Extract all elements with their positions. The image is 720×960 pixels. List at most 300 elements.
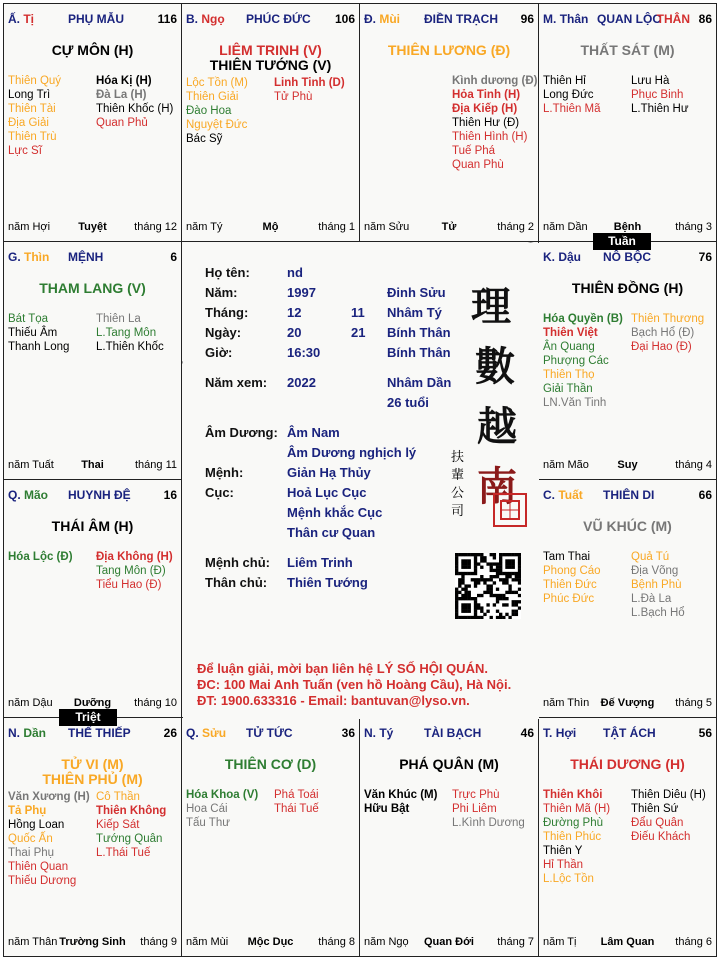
small-calli-3: 公 (451, 486, 465, 501)
palace-chi: Thân (559, 12, 589, 26)
footer-stage: Lâm Quan (600, 936, 655, 948)
minor-star: Ân Quang (543, 341, 595, 353)
contact-line-1: Để luận giải, mời bạn liên hệ LÝ SỐ HỘI QUÁN. (197, 661, 488, 676)
minor-stars-right (96, 550, 173, 592)
minor-star: Thiên Thương (631, 313, 705, 325)
palace-position (8, 12, 34, 26)
palace-can: K. (543, 250, 555, 264)
footer-month: tháng 9 (140, 936, 177, 948)
main-star: THẤT SÁT (M) (580, 42, 675, 58)
palace-position (364, 12, 400, 26)
small-calli-4: 司 (451, 504, 465, 519)
minor-star: Thiếu Dương (8, 875, 77, 887)
footer-year: năm Thìn (543, 697, 590, 709)
am-duong-label: Âm Dương: (205, 425, 278, 440)
year-label: Năm: (205, 285, 238, 300)
minor-star: Hoa Cái (186, 803, 228, 815)
palace-chi: Ngọ (201, 12, 225, 26)
day-lunar-num: 21 (351, 325, 366, 340)
palace-cell-mui[interactable] (359, 3, 539, 242)
minor-star: Nguyệt Đức (186, 119, 248, 131)
minor-star: Thiên Y (543, 845, 583, 857)
minor-star: Linh Tinh (D) (274, 77, 345, 89)
minor-star: Địa Giải (8, 117, 49, 129)
menh-chu-value: Liêm Trinh (287, 555, 353, 570)
palace-chi: Tý (379, 726, 394, 740)
minor-star: Thiên Quý (8, 75, 62, 87)
calligraphy-char-1: 理 (471, 283, 511, 330)
triet-marker: Triệt (59, 709, 117, 726)
minor-star: Thiên Hình (H) (452, 131, 528, 143)
minor-star: Thiên Mã (H) (543, 803, 611, 815)
minor-star: Thanh Long (8, 341, 70, 353)
palace-can: C. (543, 488, 555, 502)
minor-star: L.Tang Môn (96, 327, 157, 339)
palace-header (543, 488, 712, 504)
minor-star: Hóa Kị (H) (96, 75, 152, 87)
year-lunar: Đinh Sửu (387, 285, 446, 300)
palace-name: ĐIỀN TRẠCH (424, 12, 498, 26)
palace-can: B. (186, 12, 198, 26)
minor-star: Thiên Khốc (H) (96, 103, 174, 115)
minor-star: Đà La (H) (96, 89, 147, 101)
minor-stars-left (8, 790, 90, 888)
palace-cell-hoi[interactable] (538, 717, 717, 957)
palace-header (8, 12, 177, 28)
main-star: THÁI ÂM (H) (51, 518, 134, 534)
minor-star: L.Kình Dương (452, 817, 525, 829)
red-seal-stamp (493, 493, 527, 527)
palace-footer (186, 936, 355, 950)
month-lunar: Nhâm Tý (387, 305, 442, 320)
minor-stars-right (631, 550, 685, 620)
minor-star: Thiên Hỉ (543, 75, 586, 87)
footer-stage: Suy (617, 459, 638, 471)
minor-star: L.Thiên Mã (543, 103, 601, 115)
hour-label: Giờ: (205, 345, 233, 360)
minor-star: Tử Phù (274, 91, 313, 103)
calligraphy-char-2: 數 (475, 343, 515, 390)
minor-star: Đẩu Quân (631, 817, 684, 829)
footer-year: năm Dần (543, 221, 588, 233)
main-star: PHÁ QUÂN (M) (399, 756, 499, 772)
minor-stars-left (8, 550, 73, 564)
palace-position (543, 488, 583, 502)
minor-stars-right (631, 312, 704, 354)
year-value: 1997 (287, 285, 316, 300)
than-cu-note: Thân cư Quan (287, 525, 376, 540)
minor-stars-right (452, 74, 537, 172)
palace-can: G. (8, 250, 21, 264)
footer-month: tháng 4 (675, 459, 712, 471)
minor-star: Thiên Việt (543, 327, 598, 339)
minor-star: Thiên Khôi (543, 789, 603, 801)
palace-cell-dau[interactable] (538, 241, 717, 480)
cuc-value: Hoả Lục Cục (287, 485, 367, 500)
contact-line-2: ĐC: 100 Mai Anh Tuấn (ven hồ Hoàng Cầu), Hà Nội. (197, 677, 512, 692)
palace-header (364, 12, 534, 28)
palace-number: 76 (698, 250, 712, 264)
minor-star: Đào Hoa (186, 105, 232, 117)
palace-header (364, 726, 534, 742)
minor-star: Phi Liêm (452, 803, 497, 815)
name-label: Họ tên: (205, 265, 250, 280)
minor-star: Tấu Thư (186, 817, 230, 829)
palace-position (8, 250, 49, 264)
minor-star: Thiếu Âm (8, 327, 58, 339)
minor-star: Quan Phù (452, 159, 504, 171)
minor-star: Cô Thần (96, 791, 140, 803)
minor-stars-left (543, 550, 601, 606)
minor-star: Tả Phụ (8, 805, 47, 817)
minor-star: Hỉ Thần (543, 859, 584, 871)
palace-header (8, 488, 177, 504)
palace-position (543, 250, 581, 264)
palace-number: 96 (520, 12, 534, 26)
minor-star: Tang Môn (Đ) (96, 565, 166, 577)
palace-chi: Dần (23, 726, 47, 740)
palace-position (543, 726, 576, 740)
palace-position (543, 12, 588, 26)
palace-chi: Mùi (379, 12, 401, 26)
minor-star: L.Thiên Hư (631, 103, 689, 115)
palace-number: 16 (163, 488, 177, 502)
minor-star: Hóa Khoa (V) (186, 789, 259, 801)
palace-cell-ty2[interactable] (359, 717, 539, 957)
palace-name: THẾ THIẾP (68, 726, 131, 740)
minor-star: Thiên Trù (8, 131, 57, 143)
minor-star: Điếu Khách (631, 831, 691, 843)
minor-stars-right (274, 788, 319, 816)
palace-header (543, 12, 712, 28)
minor-stars-right (452, 788, 525, 830)
minor-star: Quan Phủ (96, 117, 148, 129)
minor-star: Thiên La (96, 313, 141, 325)
qr-code-image (455, 553, 521, 619)
palace-name: TẬT ÁCH (603, 726, 656, 740)
palace-can: T. (543, 726, 553, 740)
calligraphy-char-3: 越 (477, 403, 517, 450)
cuc-label: Cục: (205, 485, 234, 500)
palace-cell-mao[interactable] (3, 479, 182, 718)
minor-star: Thiên Diêu (H) (631, 789, 706, 801)
footer-year: năm Sửu (364, 221, 410, 233)
palace-number: 86 (698, 12, 712, 26)
palace-header (543, 726, 712, 742)
minor-star: Long Đức (543, 89, 594, 101)
palace-cell-thin[interactable] (3, 241, 182, 480)
palace-number: 106 (334, 12, 355, 26)
footer-year: năm Mùi (186, 936, 229, 948)
palace-name: NÔ BỘC (603, 250, 651, 264)
minor-star: Quốc Ấn (8, 833, 53, 845)
minor-star: Bát Tọa (8, 313, 49, 325)
footer-year: năm Mão (543, 459, 589, 471)
minor-stars-right (631, 74, 689, 116)
minor-stars-right (631, 788, 706, 844)
minor-star: Địa Kiếp (H) (452, 103, 518, 115)
than-marker: THÂN (656, 12, 690, 26)
main-star: LIÊM TRINH (V) (219, 42, 322, 58)
palace-header (8, 250, 177, 266)
small-calligraphy (451, 449, 467, 521)
minor-stars-left (186, 76, 248, 146)
minor-stars-left (364, 788, 437, 816)
minor-star: Quả Tú (631, 551, 670, 563)
minor-star: Thiên Không (96, 805, 167, 817)
minor-star: Văn Khúc (M) (364, 789, 438, 801)
day-label: Ngày: (205, 325, 242, 340)
minor-star: Lực Sĩ (8, 145, 42, 157)
main-star: TỬ VI (M) (61, 756, 124, 772)
footer-month: tháng 12 (134, 221, 177, 233)
month-label: Tháng: (205, 305, 249, 320)
hour-lunar: Bính Thân (387, 345, 451, 360)
hour-value: 16:30 (287, 345, 321, 360)
palace-can: N. (8, 726, 20, 740)
palace-name: PHỤ MẪU (68, 12, 124, 26)
view-year-value: 2022 (287, 375, 316, 390)
palace-footer (8, 936, 177, 950)
footer-month: tháng 8 (318, 936, 355, 948)
palace-name: PHÚC ĐỨC (246, 12, 311, 26)
minor-star: Địa Không (H) (96, 551, 173, 563)
palace-name: QUAN LỘC (597, 12, 661, 26)
minor-star: Địa Võng (631, 565, 679, 577)
minor-star: Thiên Phúc (543, 831, 602, 843)
palace-cell-ngo[interactable] (181, 3, 360, 242)
palace-chi: Sửu (202, 726, 227, 740)
palace-name: TÀI BẠCH (424, 726, 482, 740)
palace-footer (543, 697, 712, 711)
main-star: THIÊN CƠ (D) (224, 756, 317, 772)
footer-stage: Tử (441, 221, 457, 233)
minor-star: Phúc Đức (543, 593, 595, 605)
minor-star: LN.Văn Tinh (543, 397, 607, 409)
palace-number: 6 (170, 250, 177, 264)
am-duong-value: Âm Nam (287, 425, 340, 440)
minor-star: L.Đà La (631, 593, 672, 605)
minor-star: Bệnh Phù (631, 579, 682, 591)
minor-star: Phượng Các (543, 355, 609, 367)
minor-star: Hồng Loan (8, 819, 65, 831)
main-star: VŨ KHÚC (M) (583, 518, 672, 534)
palace-chi: Dậu (558, 250, 582, 264)
footer-stage: Đế Vượng (600, 697, 655, 709)
minor-star: Lộc Tồn (M) (186, 77, 248, 89)
palace-chi: Tuất (558, 488, 583, 502)
palace-number: 36 (341, 726, 355, 740)
minor-star: L.Bạch Hổ (631, 607, 685, 619)
footer-month: tháng 3 (675, 221, 712, 233)
palace-cell-suu[interactable] (181, 717, 360, 957)
small-calli-1: 扶 (451, 450, 465, 465)
palace-number: 66 (698, 488, 712, 502)
age-value: 26 tuổi (387, 395, 429, 410)
palace-cell-than_chi[interactable] (538, 3, 717, 242)
minor-star: Đường Phù (543, 817, 603, 829)
name-value: nd (287, 265, 303, 280)
minor-star: Tuế Phá (452, 145, 496, 157)
minor-star: Văn Xương (H) (8, 791, 90, 803)
view-year-lunar: Nhâm Dần (387, 375, 452, 390)
palace-chi: Mão (24, 488, 49, 502)
palace-footer (543, 936, 712, 950)
minor-star: L.Thiên Khốc (96, 341, 164, 353)
minor-star: Hữu Bật (364, 803, 410, 815)
month-lunar-num: 11 (351, 305, 365, 320)
minor-star: Thai Phụ (8, 847, 55, 859)
footer-month: tháng 1 (318, 221, 355, 233)
minor-star: Thiên Thọ (543, 369, 595, 381)
minor-star: Đại Hao (Đ) (631, 341, 692, 353)
palace-name: MỆNH (68, 250, 104, 264)
palace-can: N. (364, 726, 376, 740)
minor-star: Thiên Hư (Đ) (452, 117, 520, 129)
minor-star: Thiên Đức (543, 579, 597, 591)
footer-stage: Mộc Dục (247, 936, 294, 948)
day-lunar: Bính Thân (387, 325, 451, 340)
palace-footer (543, 459, 712, 473)
minor-star: Bạch Hổ (Đ) (631, 327, 695, 339)
palace-chi: Hợi (555, 726, 577, 740)
palace-name: THIÊN DI (603, 488, 655, 502)
palace-footer (364, 936, 534, 950)
footer-year: năm Ngọ (364, 936, 409, 948)
minor-star: Thiên Quan (8, 861, 69, 873)
minor-stars-left (186, 788, 258, 830)
view-year-label: Năm xem: (205, 375, 268, 390)
main-star: THIÊN TƯỚNG (V) (209, 57, 332, 73)
footer-year: năm Tị (543, 936, 577, 948)
contact-line-3: ĐT: 1900.633316 - Email: bantuvan@lyso.vn. (197, 693, 470, 708)
footer-stage: Mộ (262, 221, 279, 233)
main-star: THÁI DƯƠNG (H) (570, 756, 685, 772)
footer-stage: Tuyệt (78, 221, 107, 233)
palace-position (8, 726, 46, 740)
minor-star: Hóa Lộc (Đ) (8, 551, 73, 563)
palace-cell-ty[interactable] (3, 3, 182, 242)
minor-star: Lưu Hà (631, 75, 670, 87)
palace-can: Ấ. (8, 12, 20, 26)
palace-number: 26 (163, 726, 177, 740)
minor-star: Phục Binh (631, 89, 684, 101)
palace-position (186, 12, 225, 26)
center-info-panel (183, 243, 539, 719)
main-star: THIÊN ĐỒNG (H) (571, 280, 684, 296)
footer-month: tháng 11 (134, 459, 177, 471)
footer-stage: Quan Đới (424, 936, 474, 948)
palace-header (186, 726, 355, 742)
palace-chi: Thìn (24, 250, 50, 264)
palace-position (364, 726, 393, 740)
minor-star: Hỏa Tinh (H) (452, 89, 521, 101)
palace-footer (186, 221, 355, 235)
footer-year: năm Hợi (8, 221, 51, 233)
footer-month: tháng 10 (134, 697, 177, 709)
cuc-note: Mệnh khắc Cục (287, 505, 383, 520)
menh-value: Giản Hạ Thủy (287, 465, 371, 480)
minor-star: Phong Cáo (543, 565, 601, 577)
footer-stage: Bệnh (613, 221, 642, 233)
palace-header (186, 12, 355, 28)
minor-star: Thiên Giải (186, 91, 239, 103)
minor-stars-right (96, 790, 166, 860)
palace-can: M. (543, 12, 557, 26)
minor-star: Hóa Quyền (B) (543, 313, 623, 325)
minor-star: L.Thái Tuế (96, 847, 151, 859)
minor-star: Phá Toái (274, 789, 319, 801)
palace-cell-dan[interactable] (3, 717, 182, 957)
palace-chi: Tị (23, 12, 35, 26)
minor-star: Giải Thần (543, 383, 593, 395)
minor-star: Long Trì (8, 89, 51, 101)
palace-name: HUYNH ĐỆ (68, 488, 131, 502)
small-calli-2: 輩 (451, 468, 465, 483)
minor-star: Trực Phù (452, 789, 500, 801)
minor-star: Tam Thai (543, 551, 591, 563)
palace-can: Q. (186, 726, 199, 740)
main-star: CỰ MÔN (H) (51, 42, 134, 58)
minor-stars-right (96, 312, 164, 354)
palace-header (8, 726, 177, 742)
footer-stage: Dưỡng (73, 697, 112, 709)
tuan-marker: Tuần (593, 233, 651, 250)
palace-number: 46 (520, 726, 534, 740)
than-chu-value: Thiên Tướng (287, 575, 368, 590)
palace-header (543, 250, 712, 266)
footer-stage: Thai (81, 459, 104, 471)
palace-position (8, 488, 48, 502)
minor-stars-left (8, 74, 61, 158)
footer-month: tháng 2 (497, 221, 534, 233)
footer-month: tháng 7 (497, 936, 534, 948)
footer-year: năm Tuất (8, 459, 54, 471)
minor-stars-left (8, 312, 69, 354)
palace-position (186, 726, 226, 740)
palace-cell-tuat[interactable] (538, 479, 717, 718)
minor-star: Thiên Tài (8, 103, 56, 115)
minor-star: Thiên Sứ (631, 803, 679, 815)
palace-number: 56 (698, 726, 712, 740)
main-star: THIÊN PHỦ (M) (42, 771, 143, 787)
palace-number: 116 (157, 12, 177, 26)
minor-stars-left (543, 788, 610, 886)
minor-star: L.Lộc Tồn (543, 873, 594, 885)
minor-stars-right (96, 74, 173, 130)
minor-stars-right (274, 76, 345, 104)
chart-board (3, 3, 717, 957)
minor-star: Tướng Quân (96, 833, 163, 845)
menh-chu-label: Mệnh chủ: (205, 555, 270, 570)
than-chu-label: Thân chủ: (205, 575, 268, 590)
palace-footer (8, 459, 177, 473)
day-value: 20 (287, 325, 302, 340)
palace-footer (8, 221, 177, 235)
minor-star: Tiểu Hao (Đ) (96, 579, 162, 591)
am-duong-note: Âm Dương nghịch lý (287, 445, 417, 460)
menh-label: Mệnh: (205, 465, 244, 480)
calligraphy-char-4: 南 (477, 463, 517, 510)
minor-stars-left (543, 312, 623, 410)
minor-star: Kình dương (Đ) (452, 75, 538, 87)
footer-year: năm Tý (186, 221, 223, 233)
footer-month: tháng 6 (675, 936, 712, 948)
footer-stage: Trường Sinh (59, 936, 126, 948)
palace-footer (364, 221, 534, 235)
main-star: THAM LANG (V) (39, 280, 146, 296)
footer-year: năm Dậu (8, 697, 53, 709)
